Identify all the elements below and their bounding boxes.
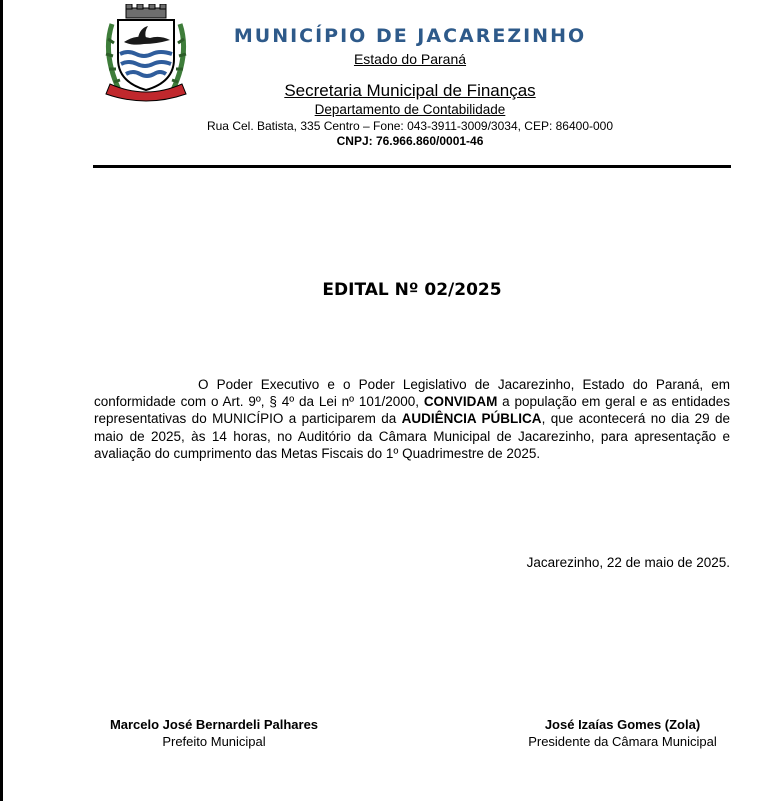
body-text-part-1: O Poder Executivo e o Poder Legislativo de Jacarezinho, Estado do Paraná, em conformidade com o Art. 9º, § 4º da Lei nº 101/2000,: [94, 377, 730, 410]
signature-block-council-president: [505, 717, 740, 750]
signature-name: José Izaías Gomes (Zola): [544, 717, 701, 732]
signature-role: Presidente da Câmara Municipal: [528, 734, 717, 749]
signature-block-mayor: [94, 717, 334, 750]
page-left-border: [0, 0, 3, 801]
body-bold-audiencia: AUDIÊNCIA PÚBLICA: [401, 411, 542, 427]
state-name: Estado do Paraná: [353, 51, 467, 67]
secretariat-name: Secretaria Municipal de Finanças: [284, 81, 536, 100]
address-line: Rua Cel. Batista, 335 Centro – Fone: 043-3911-3009/3034, CEP: 86400-000: [206, 119, 614, 133]
edital-body-paragraph: [94, 376, 730, 462]
body-text-part-2: a população em geral e as entidades representativas do MUNICÍPIO a participarem da: [94, 394, 730, 427]
body-bold-convidam: CONVIDAM: [423, 394, 498, 410]
department-name: Departamento de Contabilidade: [314, 102, 506, 117]
signature-name: Marcelo José Bernardeli Palhares: [109, 717, 319, 732]
body-text-part-3: , que acontecerá no dia 29 de maio de 2025, às 14 horas, no Auditório da Câmara Municipal de Jacarezinho, para apresentação e avaliação do cumprimento das Metas Fiscais do 1º Quadrimestre de 2025.: [94, 411, 731, 461]
document-title: EDITAL Nº 02/2025: [322, 280, 502, 300]
cnpj-line: CNPJ: 76.966.860/0001-46: [336, 134, 484, 148]
header-divider: [93, 165, 731, 168]
coat-of-arms-logo: [100, 4, 192, 104]
municipality-title: MUNICÍPIO DE JACAREZINHO: [233, 25, 587, 47]
signature-role: Prefeito Municipal: [162, 734, 266, 749]
date-line: Jacarezinho, 22 de maio de 2025.: [526, 555, 730, 570]
